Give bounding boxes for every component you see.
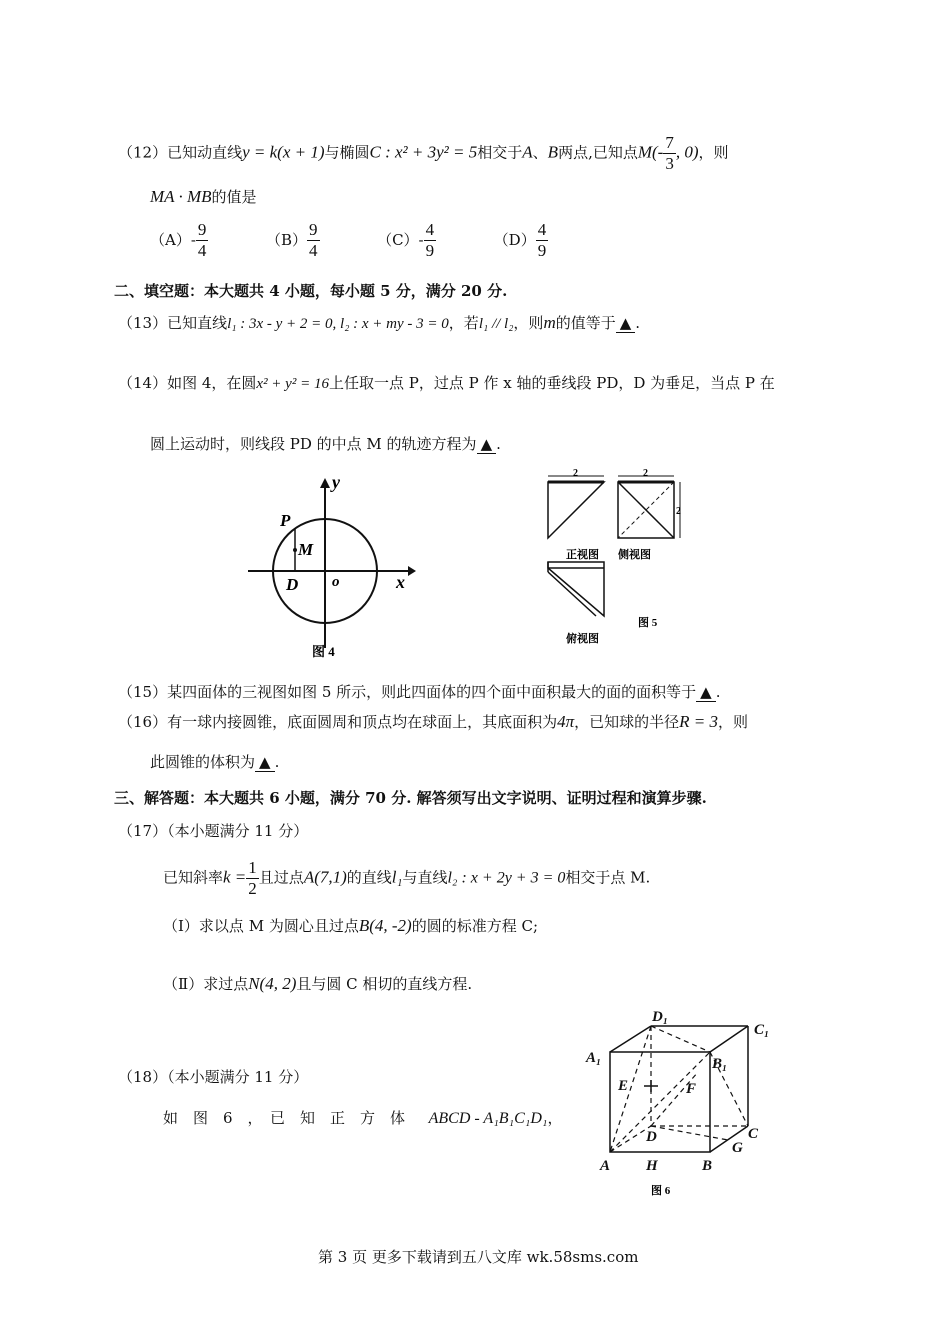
label-a: A <box>600 1158 611 1174</box>
q17-stem: 已知斜率k = $\frac{1}{2}$ 且过点A(7,1)的直线l₁与直线l₂ : x + 2y + 3 = 0相交于点 M. <box>163 858 651 898</box>
figure-5 <box>540 466 700 651</box>
label-a1: A₁ <box>586 1050 602 1066</box>
figure-6-caption: 图 6 <box>651 1185 671 1197</box>
q14-line1: （14）如图 4，在圆x² + y² = 16上任取一点 P，过点 P 作 x 轴的垂线段 PD，D 为垂足，当点 P 在 <box>118 374 775 392</box>
label-f: F <box>686 1081 697 1097</box>
label-h: H <box>646 1158 658 1174</box>
label-d: D <box>646 1129 657 1145</box>
figure-6 <box>578 1000 788 1200</box>
front-view-label: 正视图 <box>566 549 599 561</box>
q15: （15）某四面体的三视图如图 5 所示，则此四面体的四个面中面积最大的面的面积等于 ▲ . <box>118 683 721 701</box>
front-view <box>548 482 604 538</box>
side-height-dim-label: 2 <box>676 506 681 517</box>
q14-answer-blank: ▲ <box>477 435 497 454</box>
side-view-label: 侧视图 <box>618 549 651 561</box>
x-axis-arrow-icon <box>408 566 416 576</box>
q14-line2: 圆上运动时，则线段 PD 的中点 M 的轨迹方程为 ▲ . <box>150 435 501 453</box>
label-g: G <box>732 1140 743 1156</box>
label-b1: B₁ <box>712 1056 728 1072</box>
label-b: B <box>702 1158 713 1174</box>
y-axis-arrow-icon <box>320 478 330 488</box>
point-m-dot <box>293 548 297 552</box>
q17-part1: （Ⅰ）求以点 M 为圆心且过点B(4, -2)的圆的标准方程 C; <box>163 916 539 935</box>
label-e: E <box>618 1078 629 1094</box>
q16-answer-blank: ▲ <box>255 753 275 772</box>
q12-options <box>150 220 548 261</box>
label-c1: C₁ <box>754 1022 770 1038</box>
q12-line2: MA · MB的值是 <box>150 187 257 206</box>
section2-title: 二、填空题：本大题共 4 小题，每小题 5 分，满分 20 分. <box>114 282 508 300</box>
front-dim-label: 2 <box>573 468 578 479</box>
q18-stem: 如 图 6 ， 已 知 正 方 体 ABCD - A₁B₁C₁D₁， <box>163 1109 563 1127</box>
q12-m-fraction: $\frac{7}{3}$ <box>665 133 674 173</box>
q17-head: （17）（本小题满分 11 分） <box>118 822 309 840</box>
q12-option-b: （B） $\frac{9}{4}$ <box>265 220 318 260</box>
figure-4-caption: 图 4 <box>312 644 335 659</box>
figure-4 <box>240 470 420 660</box>
q12-option-c: （C）- $\frac{4}{9}$ <box>377 220 435 260</box>
label-d: D <box>286 575 299 594</box>
top-view <box>548 562 604 616</box>
page-footer: 第 3 页 更多下载请到五八文库 wk.58sms.com <box>318 1248 639 1266</box>
side-dim-label: 2 <box>643 468 648 479</box>
q17-slope-fraction: $\frac{1}{2}$ <box>248 858 257 898</box>
label-y: y <box>332 472 340 492</box>
q12-option-a: （A）- $\frac{9}{4}$ <box>150 220 207 260</box>
label-x: x <box>396 572 405 592</box>
section3-title: 三、解答题：本大题共 6 小题，满分 70 分. 解答须写出文字说明、证明过程和演算步骤. <box>114 789 707 807</box>
q18-head: （18）（本小题满分 11 分） <box>118 1068 309 1086</box>
q15-answer-blank: ▲ <box>696 683 716 702</box>
label-d1: D₁ <box>652 1009 669 1025</box>
q12-line1: （12）已知动直线y = k(x + 1)与椭圆C : x² + 3y² = 5相交于A、B两点,已知点M(- $\frac{7}{3}$ , 0)，则 <box>118 133 729 173</box>
top-view-label: 俯视图 <box>566 633 599 645</box>
q13-answer-blank: ▲ <box>616 314 636 333</box>
q17-part2: （Ⅱ）求过点N(4, 2)且与圆 C 相切的直线方程. <box>163 974 473 993</box>
figure-5-caption: 图 5 <box>638 617 658 629</box>
q12-option-d: （D） $\frac{4}{9}$ <box>493 220 547 260</box>
q16-line1: （16）有一球内接圆锥，底面圆周和顶点均在球面上，其底面积为4π，已知球的半径R = 3，则 <box>118 712 749 731</box>
q16-line2: 此圆锥的体积为 ▲ . <box>150 753 280 771</box>
q13: （13）已知直线l₁ : 3x - y + 2 = 0, l₂ : x + my - 3 = 0，若l₁ // l₂，则m的值等于 ▲ . <box>118 313 641 332</box>
label-p: P <box>280 511 291 530</box>
label-c: C <box>748 1126 759 1142</box>
label-o: o <box>332 574 340 590</box>
label-m: M <box>298 540 314 559</box>
